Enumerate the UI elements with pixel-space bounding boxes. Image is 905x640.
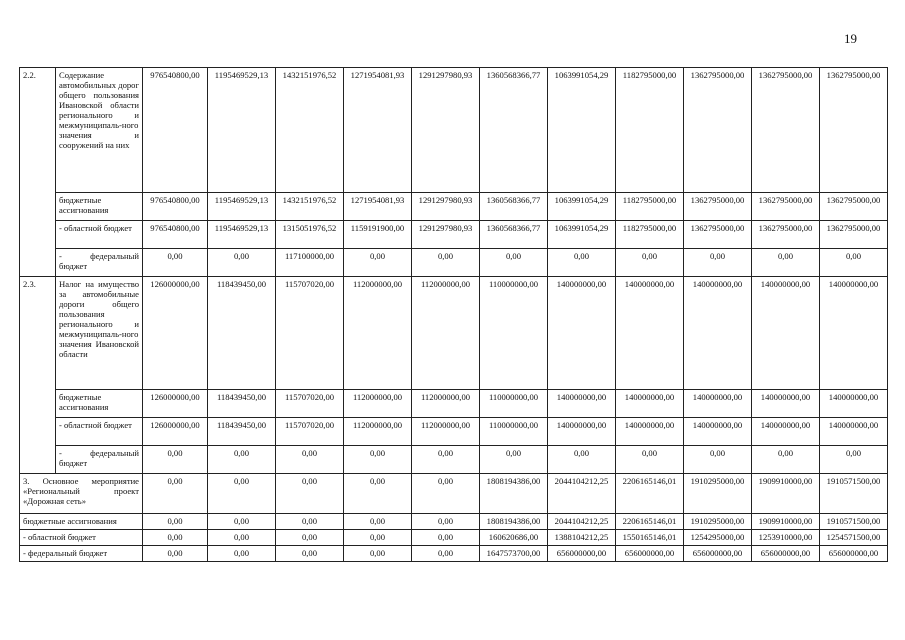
value-cell: 1909910000,00: [752, 514, 820, 530]
value-cell: 0,00: [143, 474, 208, 514]
value-cell: 656000000,00: [752, 546, 820, 562]
table-row: [20, 418, 888, 446]
row-index-cell: 2.2.: [20, 68, 56, 277]
value-cell: 1291297980,93: [412, 68, 480, 193]
value-cell: 1362795000,00: [684, 221, 752, 249]
value-cell: 1063991054,29: [548, 193, 616, 221]
value-cell: 140000000,00: [820, 277, 888, 390]
value-cell: 140000000,00: [616, 418, 684, 446]
value-cell: 110000000,00: [480, 390, 548, 418]
row-label-cell: - областной бюджет: [20, 530, 143, 546]
value-cell: 1063991054,29: [548, 221, 616, 249]
value-cell: 0,00: [208, 446, 276, 474]
value-cell: 140000000,00: [548, 390, 616, 418]
value-cell: 656000000,00: [616, 546, 684, 562]
row-label-cell: 3. Основное мероприятие «Региональный проект «Дорожная сеть»: [20, 474, 143, 514]
value-cell: 0,00: [820, 446, 888, 474]
value-cell: 140000000,00: [548, 277, 616, 390]
value-cell: 0,00: [276, 514, 344, 530]
value-cell: 140000000,00: [548, 418, 616, 446]
value-cell: 1362795000,00: [752, 221, 820, 249]
value-cell: 0,00: [208, 514, 276, 530]
value-cell: 1271954081,93: [344, 193, 412, 221]
value-cell: 1550165146,01: [616, 530, 684, 546]
value-cell: 140000000,00: [616, 390, 684, 418]
value-cell: 1254571500,00: [820, 530, 888, 546]
value-cell: 0,00: [143, 446, 208, 474]
value-cell: 0,00: [412, 530, 480, 546]
value-cell: 118439450,00: [208, 418, 276, 446]
value-cell: 0,00: [412, 446, 480, 474]
table-row: [20, 474, 888, 514]
value-cell: 1360568366,77: [480, 68, 548, 193]
value-cell: 140000000,00: [684, 418, 752, 446]
value-cell: 140000000,00: [752, 390, 820, 418]
value-cell: 0,00: [276, 474, 344, 514]
value-cell: 0,00: [616, 249, 684, 277]
value-cell: 140000000,00: [752, 418, 820, 446]
value-cell: 2044104212,25: [548, 474, 616, 514]
value-cell: 2206165146,01: [616, 474, 684, 514]
value-cell: 2206165146,01: [616, 514, 684, 530]
value-cell: 1432151976,52: [276, 68, 344, 193]
value-cell: 976540800,00: [143, 221, 208, 249]
value-cell: 976540800,00: [143, 193, 208, 221]
table-body: [20, 68, 888, 562]
value-cell: 0,00: [276, 546, 344, 562]
value-cell: 1909910000,00: [752, 474, 820, 514]
value-cell: 1291297980,93: [412, 193, 480, 221]
value-cell: 117100000,00: [276, 249, 344, 277]
value-cell: 1362795000,00: [684, 193, 752, 221]
value-cell: 1362795000,00: [752, 68, 820, 193]
value-cell: 0,00: [143, 514, 208, 530]
value-cell: 656000000,00: [684, 546, 752, 562]
value-cell: 1360568366,77: [480, 193, 548, 221]
row-index-cell: 2.3.: [20, 277, 56, 474]
value-cell: 0,00: [143, 249, 208, 277]
budget-table: [19, 67, 888, 562]
value-cell: 1182795000,00: [616, 221, 684, 249]
value-cell: 0,00: [548, 249, 616, 277]
value-cell: 2044104212,25: [548, 514, 616, 530]
value-cell: 0,00: [684, 446, 752, 474]
value-cell: 0,00: [208, 249, 276, 277]
value-cell: 0,00: [412, 474, 480, 514]
value-cell: 0,00: [344, 474, 412, 514]
value-cell: 140000000,00: [820, 418, 888, 446]
value-cell: 0,00: [344, 446, 412, 474]
table-row: [20, 530, 888, 546]
value-cell: 118439450,00: [208, 277, 276, 390]
value-cell: 0,00: [344, 530, 412, 546]
value-cell: 0,00: [208, 530, 276, 546]
value-cell: 1315051976,52: [276, 221, 344, 249]
value-cell: 0,00: [412, 249, 480, 277]
value-cell: 1388104212,25: [548, 530, 616, 546]
value-cell: 0,00: [344, 249, 412, 277]
value-cell: 1291297980,93: [412, 221, 480, 249]
value-cell: 1362795000,00: [820, 221, 888, 249]
row-label-cell: - областной бюджет: [56, 221, 143, 249]
value-cell: 0,00: [684, 249, 752, 277]
row-label-cell: Содержание автомобильных дорог общего пользования Ивановской области регионального и межмуниципаль-ного значения и сооружений на них: [56, 68, 143, 193]
value-cell: 140000000,00: [616, 277, 684, 390]
value-cell: 112000000,00: [344, 390, 412, 418]
value-cell: 1910295000,00: [684, 474, 752, 514]
value-cell: 140000000,00: [684, 390, 752, 418]
value-cell: 976540800,00: [143, 68, 208, 193]
row-label-cell: - федеральный бюджет: [56, 249, 143, 277]
value-cell: 0,00: [412, 514, 480, 530]
value-cell: 118439450,00: [208, 390, 276, 418]
value-cell: 110000000,00: [480, 418, 548, 446]
value-cell: 115707020,00: [276, 418, 344, 446]
table-row: [20, 546, 888, 562]
value-cell: 0,00: [412, 546, 480, 562]
value-cell: 0,00: [276, 530, 344, 546]
value-cell: 126000000,00: [143, 390, 208, 418]
table-row: [20, 221, 888, 249]
value-cell: 0,00: [276, 446, 344, 474]
value-cell: 1647573700,00: [480, 546, 548, 562]
value-cell: 0,00: [616, 446, 684, 474]
value-cell: 0,00: [480, 249, 548, 277]
row-label-cell: бюджетные ассигнования: [20, 514, 143, 530]
value-cell: 140000000,00: [820, 390, 888, 418]
value-cell: 0,00: [208, 474, 276, 514]
table-row: [20, 249, 888, 277]
value-cell: 1360568366,77: [480, 221, 548, 249]
table-row: [20, 446, 888, 474]
value-cell: 1182795000,00: [616, 193, 684, 221]
value-cell: 1195469529,13: [208, 221, 276, 249]
table-row: [20, 390, 888, 418]
value-cell: 1254295000,00: [684, 530, 752, 546]
value-cell: 656000000,00: [548, 546, 616, 562]
value-cell: 0,00: [143, 530, 208, 546]
value-cell: 140000000,00: [752, 277, 820, 390]
value-cell: 0,00: [820, 249, 888, 277]
value-cell: 1253910000,00: [752, 530, 820, 546]
value-cell: 1063991054,29: [548, 68, 616, 193]
row-label-cell: бюджетные ассигнования: [56, 193, 143, 221]
value-cell: 1195469529,13: [208, 68, 276, 193]
value-cell: 140000000,00: [684, 277, 752, 390]
value-cell: 656000000,00: [820, 546, 888, 562]
value-cell: 0,00: [143, 546, 208, 562]
value-cell: 1910571500,00: [820, 514, 888, 530]
value-cell: 1362795000,00: [820, 193, 888, 221]
table-row: [20, 277, 888, 390]
table-row: [20, 193, 888, 221]
row-label-cell: - областной бюджет: [56, 418, 143, 446]
value-cell: 1195469529,13: [208, 193, 276, 221]
row-label-cell: бюджетные ассигнования: [56, 390, 143, 418]
value-cell: 112000000,00: [344, 418, 412, 446]
value-cell: 112000000,00: [344, 277, 412, 390]
value-cell: 126000000,00: [143, 277, 208, 390]
value-cell: 1362795000,00: [684, 68, 752, 193]
value-cell: 0,00: [752, 446, 820, 474]
value-cell: 160620686,00: [480, 530, 548, 546]
page-number: 19: [844, 31, 857, 46]
value-cell: 1432151976,52: [276, 193, 344, 221]
value-cell: 1910295000,00: [684, 514, 752, 530]
value-cell: 0,00: [344, 514, 412, 530]
value-cell: 1362795000,00: [752, 193, 820, 221]
value-cell: 115707020,00: [276, 390, 344, 418]
value-cell: 1808194386,00: [480, 514, 548, 530]
value-cell: 1271954081,93: [344, 68, 412, 193]
row-label-cell: - федеральный бюджет: [20, 546, 143, 562]
value-cell: 0,00: [752, 249, 820, 277]
table-row: [20, 68, 888, 193]
value-cell: 0,00: [208, 546, 276, 562]
value-cell: 1159191900,00: [344, 221, 412, 249]
value-cell: 1910571500,00: [820, 474, 888, 514]
value-cell: 0,00: [480, 446, 548, 474]
value-cell: 1808194386,00: [480, 474, 548, 514]
value-cell: 110000000,00: [480, 277, 548, 390]
value-cell: 112000000,00: [412, 390, 480, 418]
value-cell: 115707020,00: [276, 277, 344, 390]
value-cell: 0,00: [548, 446, 616, 474]
row-label-cell: - федеральный бюджет: [56, 446, 143, 474]
row-label-cell: Налог на имущество за автомобильные дороги общего пользования регионального и межмуниципаль-ного значения Ивановской области: [56, 277, 143, 390]
value-cell: 112000000,00: [412, 277, 480, 390]
value-cell: 112000000,00: [412, 418, 480, 446]
table-row: [20, 514, 888, 530]
value-cell: 0,00: [344, 546, 412, 562]
value-cell: 126000000,00: [143, 418, 208, 446]
value-cell: 1182795000,00: [616, 68, 684, 193]
value-cell: 1362795000,00: [820, 68, 888, 193]
